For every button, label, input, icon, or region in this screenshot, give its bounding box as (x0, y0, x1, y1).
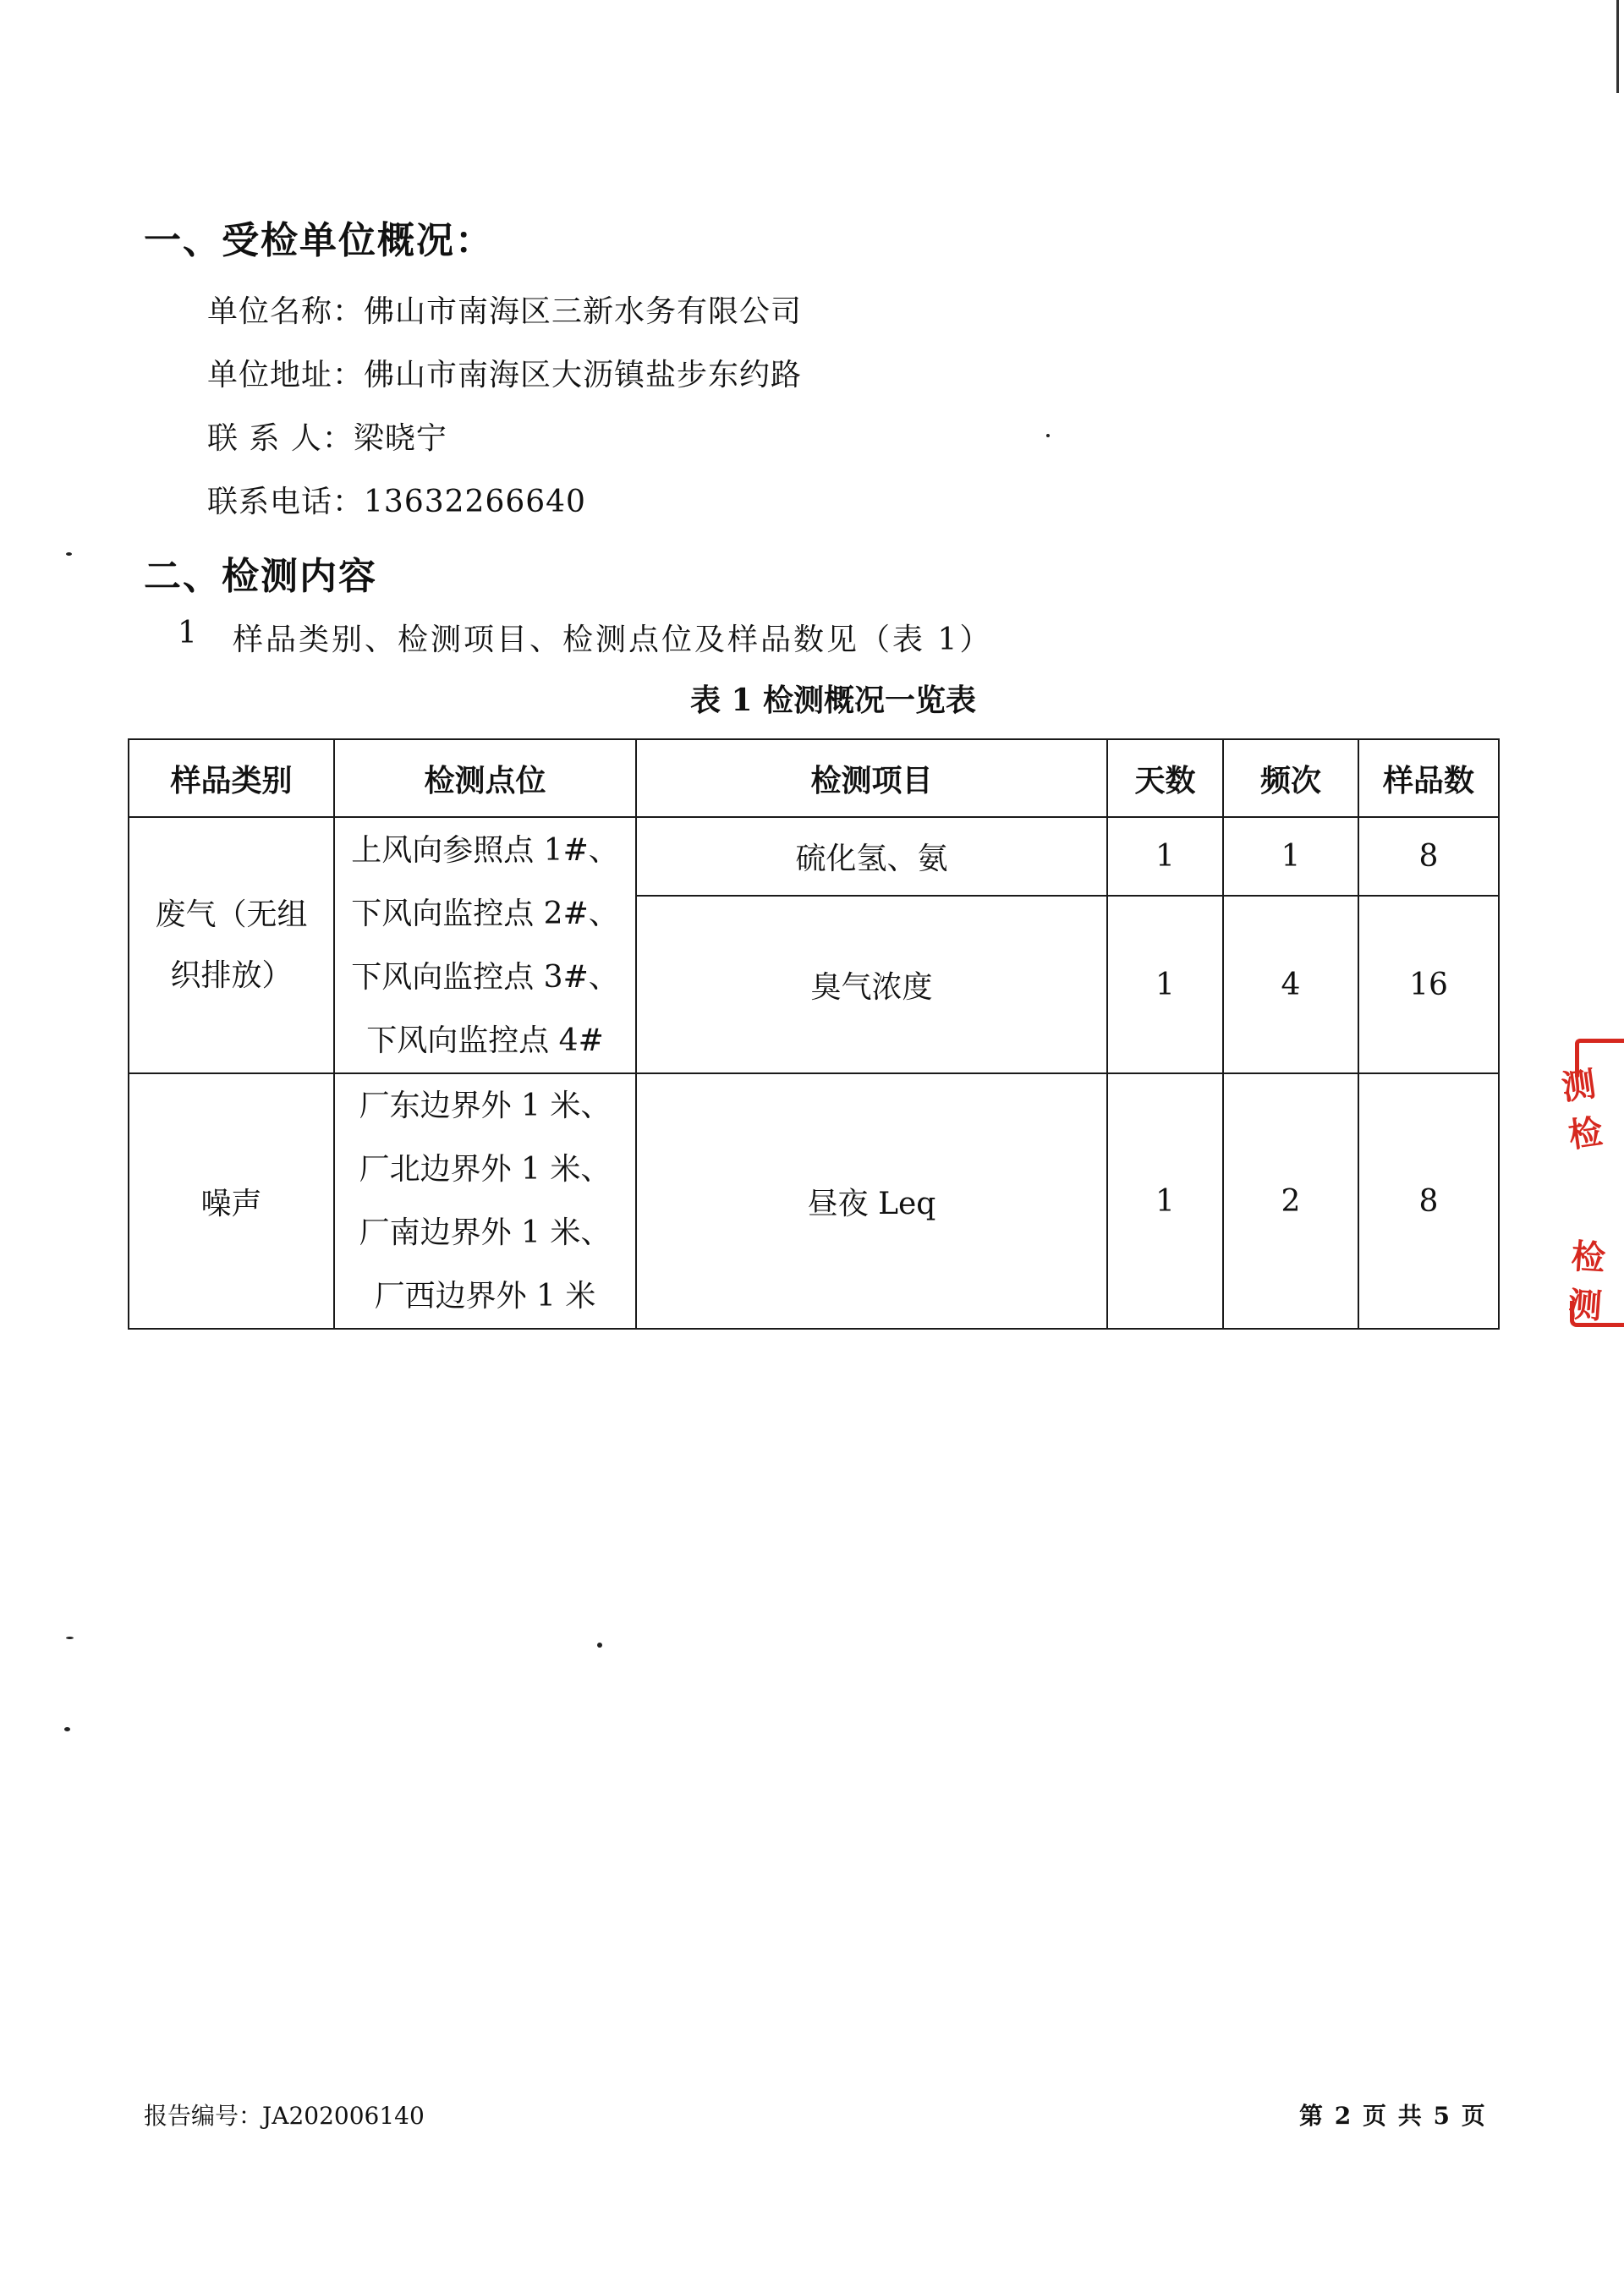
sample-count-cell: 8 (1358, 817, 1499, 896)
unit-address-row (207, 351, 802, 394)
table-row (129, 817, 1499, 896)
seal-bracket-bottom (1570, 1301, 1624, 1327)
test-item-cell: 昼夜 Leq (636, 1073, 1107, 1329)
table-caption: 表 1 检测概况一览表 (689, 683, 977, 718)
noise-points (334, 1073, 636, 1329)
point-item: 下风向监控点 3#、 (351, 959, 619, 995)
header-test-points: 检测点位 (334, 739, 636, 817)
days-cell: 1 (1107, 896, 1223, 1073)
header-sample-count: 样品数 (1358, 739, 1499, 817)
point-item: 厂北边界外 1 米、 (359, 1152, 612, 1187)
scan-edge-line (1616, 0, 1619, 93)
point-item: 厂东边界外 1 米、 (359, 1089, 612, 1123)
unit-name-value: 佛山市南海区三新水务有限公司 (364, 294, 803, 329)
frequency-cell: 4 (1223, 896, 1358, 1073)
table-header-row (129, 739, 1499, 817)
inspection-summary-table (128, 738, 1500, 1330)
scan-speck (66, 1637, 74, 1639)
seal-text-top: 测检 (1559, 1064, 1605, 1156)
contact-phone-value: 13632266640 (364, 485, 586, 519)
seal-text-bottom: 检测 (1566, 1237, 1607, 1327)
days-cell: 1 (1107, 1073, 1223, 1329)
header-days: 天数 (1107, 739, 1223, 817)
point-item: 厂西边界外 1 米 (374, 1279, 596, 1314)
page-indicator: 第 2 页 共 5 页 (1299, 2102, 1487, 2130)
scan-speck (66, 552, 72, 556)
contact-phone-row (207, 478, 586, 521)
test-item-cell: 硫化氢、氨 (636, 817, 1107, 896)
category-waste-gas: 废气（无组织排放） (129, 817, 334, 1073)
content-item-number: 1 (178, 616, 200, 650)
unit-address-label: 单位地址： (207, 358, 365, 392)
content-item-text: 样品类别、检测项目、检测点位及样品数见（表 1） (233, 623, 993, 657)
contact-phone-label: 联系电话： (207, 485, 365, 519)
unit-name-label: 单位名称： (207, 294, 365, 329)
sample-count-cell: 16 (1358, 896, 1499, 1073)
unit-name-row (207, 288, 802, 331)
test-item-cell: 臭气浓度 (636, 896, 1107, 1073)
point-item: 下风向监控点 2#、 (351, 896, 619, 931)
report-number: 报告编号：JA202006140 (144, 2102, 425, 2130)
scan-speck (64, 1727, 70, 1731)
scan-speck (597, 1643, 602, 1648)
point-item: 下风向监控点 4# (366, 1023, 604, 1058)
category-noise: 噪声 (129, 1073, 334, 1329)
header-sample-category: 样品类别 (129, 739, 334, 817)
point-item: 厂南边界外 1 米、 (359, 1215, 612, 1250)
sample-count-cell: 8 (1358, 1073, 1499, 1329)
contact-person-label: 联 系 人： (207, 421, 354, 456)
section1-title: 一、受检单位概况： (144, 219, 494, 262)
days-cell: 1 (1107, 817, 1223, 896)
scan-speck (1046, 434, 1050, 437)
section2-title: 二、检测内容 (144, 555, 377, 598)
unit-address-value: 佛山市南海区大沥镇盐步东约路 (364, 358, 803, 392)
contact-person-value: 梁晓宁 (353, 421, 447, 456)
waste-gas-points (334, 817, 636, 1073)
table-row (129, 1073, 1499, 1329)
point-item: 上风向参照点 1#、 (351, 832, 619, 868)
frequency-cell: 2 (1223, 1073, 1358, 1329)
frequency-cell: 1 (1223, 817, 1358, 896)
header-test-items: 检测项目 (636, 739, 1107, 817)
contact-person-row (207, 414, 447, 458)
header-frequency: 频次 (1223, 739, 1358, 817)
